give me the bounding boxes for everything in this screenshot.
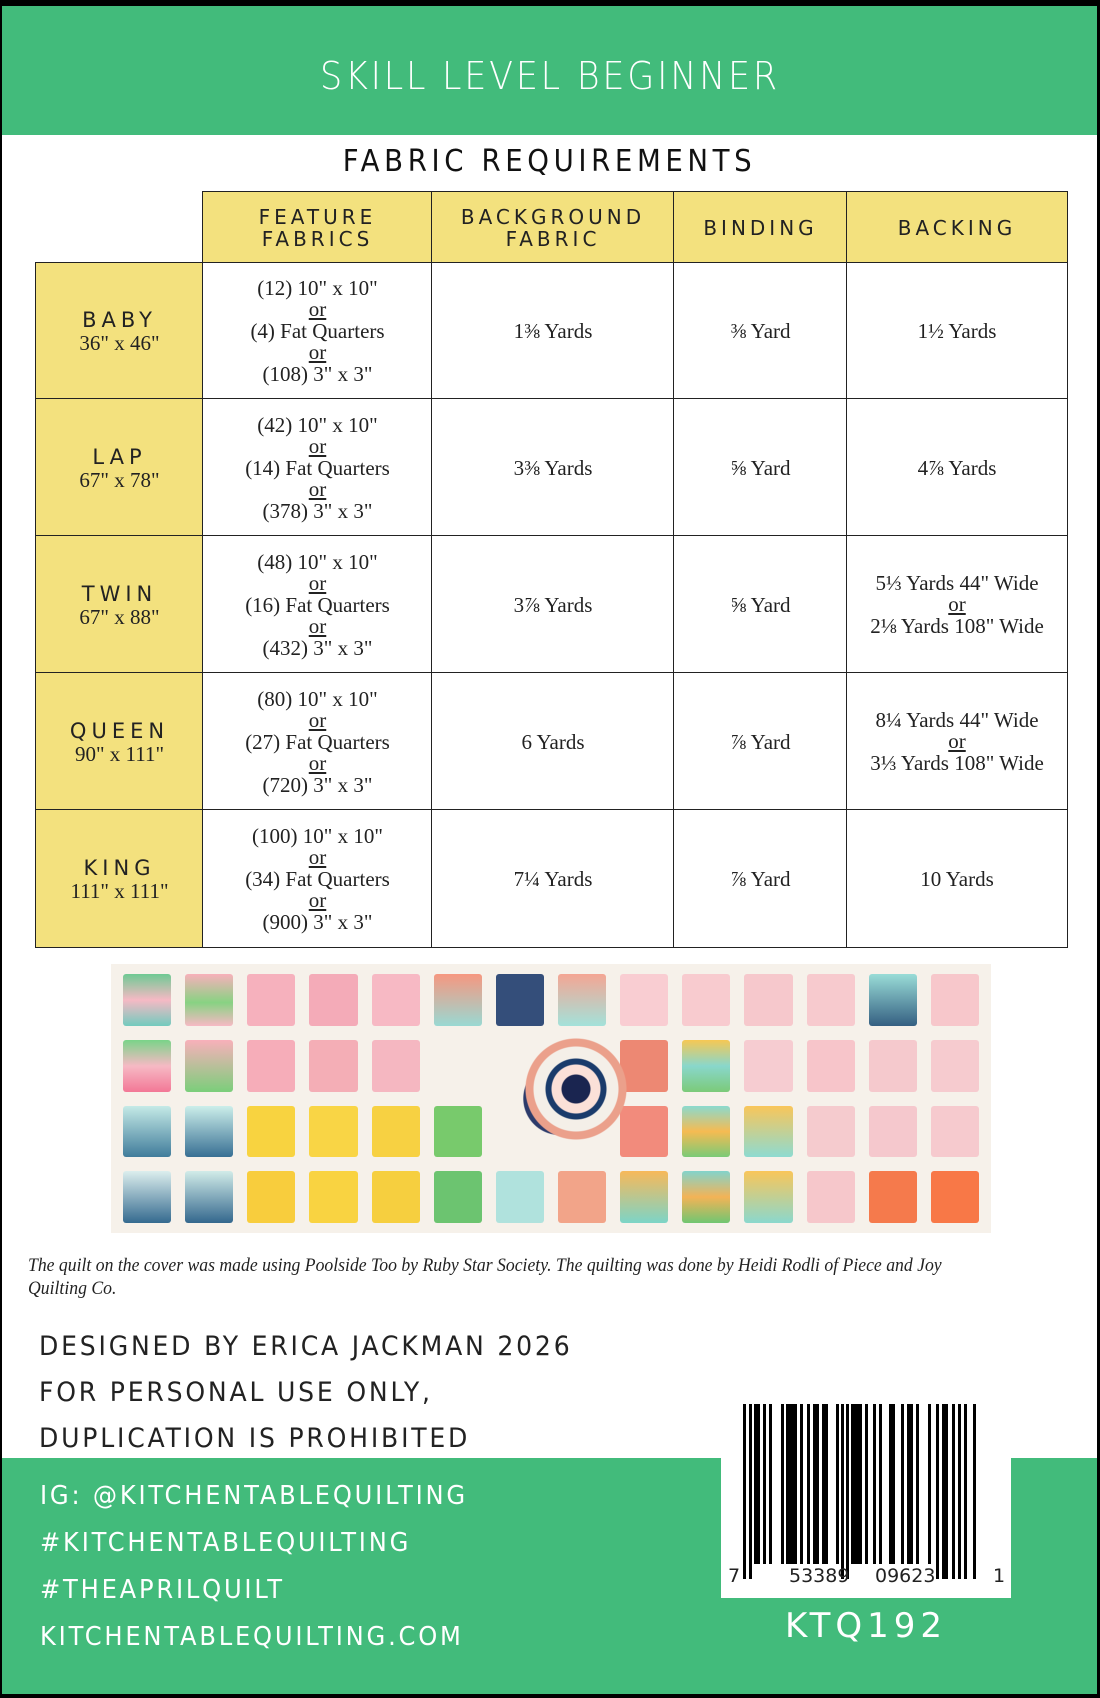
or-separator: or — [308, 750, 327, 775]
feature-option: (27) Fat Quarters — [245, 729, 390, 754]
feature-fabrics-cell — [202, 262, 433, 400]
backing-amount: 5⅓ Yards 44" Wide — [875, 571, 1039, 595]
backing-amount: 1½ Yards — [917, 319, 997, 343]
feature-option: (14) Fat Quarters — [245, 455, 390, 480]
or-separator: or — [308, 887, 327, 912]
background-fabric-cell — [431, 535, 675, 674]
feature-option: (900) 3" x 3" — [262, 909, 373, 934]
hashtag-theaprilquilt: #THEAPRILQUILT — [40, 1575, 285, 1605]
social-links — [40, 1473, 468, 1661]
binding-cell — [673, 809, 848, 948]
size-cell-baby — [35, 262, 204, 400]
size-name: QUEEN — [69, 718, 170, 743]
or-separator: or — [308, 707, 327, 732]
feature-option: (42) 10" x 10" — [257, 412, 378, 437]
size-cell-lap — [35, 398, 204, 537]
size-name: TWIN — [81, 581, 158, 606]
background-fabric-cell — [431, 809, 675, 948]
website-link[interactable]: KITCHENTABLEQUILTING.COM — [40, 1622, 464, 1652]
background-fabric-cell — [431, 262, 675, 400]
feature-option: (378) 3" x 3" — [262, 498, 373, 523]
size-cell-queen — [35, 672, 204, 811]
background-amount: 7¼ Yards — [513, 866, 593, 891]
personal-use-line: FOR PERSONAL USE ONLY, — [39, 1377, 433, 1408]
or-separator: or — [308, 476, 327, 501]
designer-credits — [39, 1324, 572, 1462]
or-separator: or — [948, 729, 966, 753]
skill-level-title: SKILL LEVEL BEGINNER — [319, 53, 780, 98]
or-separator: or — [308, 570, 327, 595]
size-name: LAP — [92, 444, 147, 469]
backing-cell — [846, 672, 1068, 811]
skill-level-banner — [2, 6, 1097, 135]
header-line: FEATURE — [258, 204, 377, 229]
backing-cell — [846, 398, 1068, 537]
pattern-back-cover — [2, 6, 1097, 1694]
barcode-digit-group: 53389 — [789, 1565, 850, 1587]
barcode-digit-prefix: 7 — [728, 1565, 741, 1587]
feature-fabrics-cell — [202, 672, 433, 811]
feature-option: (108) 3" x 3" — [262, 362, 373, 386]
binding-cell — [673, 535, 848, 674]
or-separator: or — [308, 340, 327, 364]
backing-amount: 4⅞ Yards — [917, 455, 997, 480]
backing-cell — [846, 535, 1068, 674]
feature-option: (80) 10" x 10" — [257, 686, 378, 711]
feature-fabrics-cell — [202, 398, 433, 537]
hashtag-kitchentablequilting: #KITCHENTABLEQUILTING — [40, 1528, 412, 1558]
quilt-photo — [111, 964, 991, 1233]
background-amount: 1⅜ Yards — [513, 319, 593, 343]
designer-line: DESIGNED BY ERICA JACKMAN 2026 — [39, 1331, 573, 1362]
size-dimensions: 111" x 111" — [70, 878, 169, 903]
size-dimensions: 67" x 88" — [79, 604, 160, 629]
feature-fabrics-cell — [202, 809, 433, 948]
barcode-digits — [721, 1565, 1011, 1595]
quilt-swirl — [521, 1034, 631, 1144]
header-line: BACKGROUND — [460, 204, 646, 229]
barcode — [721, 1385, 1011, 1598]
size-dimensions: 36" x 46" — [79, 331, 160, 355]
or-separator: or — [948, 592, 966, 616]
background-fabric-cell — [431, 398, 675, 537]
backing-amount: 10 Yards — [920, 866, 994, 891]
feature-option: (16) Fat Quarters — [245, 592, 390, 617]
feature-option: (34) Fat Quarters — [245, 866, 390, 891]
photo-caption: The quilt on the cover was made using Poolside Too by Ruby Star Society. The quilting was done by Heidi Rodli of Piece and Joy Quilting Co. — [28, 1255, 942, 1299]
background-fabric-cell — [431, 672, 675, 811]
size-cell-king — [35, 809, 204, 948]
column-header-backing — [846, 191, 1068, 264]
binding-cell — [673, 672, 848, 811]
binding-amount: ⅞ Yard — [730, 729, 791, 754]
binding-cell — [673, 398, 848, 537]
barcode-digit-group: 09623 — [875, 1565, 936, 1587]
backing-cell — [846, 262, 1068, 400]
binding-amount: ⅝ Yard — [730, 455, 791, 480]
or-separator: or — [308, 613, 327, 638]
background-amount: 3⅜ Yards — [513, 455, 593, 480]
header-line: BINDING — [703, 215, 818, 240]
feature-option: (720) 3" x 3" — [262, 772, 373, 797]
backing-amount: 3⅓ Yards 108" Wide — [870, 751, 1044, 775]
product-code: KTQ192 — [784, 1606, 948, 1646]
feature-option: (48) 10" x 10" — [257, 549, 378, 574]
background-amount: 3⅞ Yards — [513, 592, 593, 617]
feature-option: (100) 10" x 10" — [252, 823, 383, 848]
binding-amount: ⅝ Yard — [730, 592, 791, 617]
binding-cell — [673, 262, 848, 400]
header-line: BACKING — [897, 215, 1017, 240]
or-separator: or — [308, 433, 327, 458]
size-name: KING — [83, 855, 156, 880]
size-dimensions: 90" x 111" — [74, 741, 165, 766]
or-separator: or — [308, 297, 327, 321]
duplication-line: DUPLICATION IS PROHIBITED — [39, 1423, 471, 1454]
column-header-feature-fabrics — [202, 191, 433, 264]
header-line: FABRICS — [261, 226, 374, 251]
backing-cell — [846, 809, 1068, 948]
binding-amount: ⅞ Yard — [730, 866, 791, 891]
binding-amount: ⅜ Yard — [730, 319, 791, 343]
barcode-digit-check: 1 — [993, 1565, 1006, 1587]
column-header-background-fabric — [431, 191, 675, 264]
instagram-handle[interactable]: IG: @KITCHENTABLEQUILTING — [40, 1481, 468, 1511]
or-separator: or — [308, 844, 327, 869]
header-line: FABRIC — [505, 226, 601, 251]
size-cell-twin — [35, 535, 204, 674]
background-amount: 6 Yards — [521, 729, 585, 754]
feature-option: (12) 10" x 10" — [257, 276, 378, 300]
barcode-bars-icon — [743, 1404, 989, 1579]
feature-option: (4) Fat Quarters — [250, 319, 385, 343]
fabric-requirements-title: FABRIC REQUIREMENTS — [342, 144, 757, 179]
size-name: BABY — [82, 308, 157, 332]
feature-option: (432) 3" x 3" — [262, 635, 373, 660]
size-dimensions: 67" x 78" — [79, 467, 160, 492]
column-header-binding — [673, 191, 848, 264]
backing-amount: 2⅛ Yards 108" Wide — [870, 614, 1044, 638]
backing-amount: 8¼ Yards 44" Wide — [875, 708, 1039, 732]
feature-fabrics-cell — [202, 535, 433, 674]
